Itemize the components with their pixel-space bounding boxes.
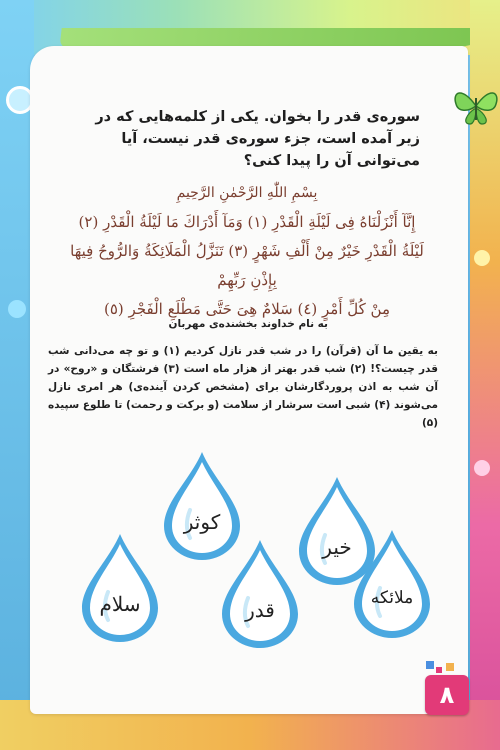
word-drop-malaeke[interactable] xyxy=(350,528,434,640)
water-drop-icon xyxy=(78,532,162,644)
water-drop-icon xyxy=(218,538,302,650)
translation-text: به یقین ما آن (قرآن) را در شب قدر نازل کردیم (۱) و تو چه می‌دانی شب قدر چیست؟! (۲) شب قدر بهتر از هزار ماه است (۳) فرشتگان و «روح» در آن شب به اذن پروردگارشان برای (مشخص کردن آینده‌ی) هر امری نازل می‌شوند (۴) شبی است سرشار از سلامت (و برکت و رحمت) تا طلوع سپیده (۵) xyxy=(48,345,439,429)
drop-word: قدر xyxy=(245,598,275,622)
drop-word: خیر xyxy=(322,535,352,559)
drop-word: سلام xyxy=(99,592,141,616)
translation-title: به نام خداوند بخشنده‌ی مهربان xyxy=(168,318,328,330)
decoration-circle xyxy=(474,250,490,266)
surah-line-3: مِنْ كُلِّ أَمْرٍ (٤) سَلامٌ هِىَ حَتَّى مَطْلَعِ الْفَجْرِ (٥) xyxy=(104,300,390,318)
bismillah: بِسْمِ اللّٰهِ الرَّحْمٰنِ الرَّحِيمِ xyxy=(176,185,318,201)
water-drop-icon xyxy=(350,528,434,640)
drop-word: ملائکه xyxy=(370,588,414,608)
surah-line-1: إِنَّآ أَنْزَلْنَاهُ فِى لَيْلَةِ الْقَدْرِ (١) وَمَآ أَدْرَاكَ مَا لَيْلَةُ الْقَدْرِ (٢) xyxy=(78,213,416,231)
word-drop-qadr[interactable] xyxy=(218,538,302,650)
word-drop-salam[interactable] xyxy=(78,532,162,644)
surah-qadr-text xyxy=(58,179,436,324)
decoration-circle xyxy=(8,300,26,318)
decoration-circle xyxy=(474,460,490,476)
butterfly-icon xyxy=(452,84,500,128)
exercise-instruction: سوره‌ی قدر را بخوان. یکی از کلمه‌هایی که در زیر آمده است، جزء سوره‌ی قدر نیست، آیا می‌توانی آن را پیدا کنی؟ xyxy=(95,109,420,169)
drop-word: کوثر xyxy=(183,510,221,534)
surah-line-2: لَيْلَةُ الْقَدْرِ خَيْرٌ مِنْ أَلْفِ شَهْرٍ (٣) تَنَزَّلُ الْمَلَائِكَةُ وَالرُّوحُ فِيهَا بِإِذْنِ رَبِّهِمْ xyxy=(70,242,424,289)
page-number-badge: ۸ xyxy=(425,675,469,715)
